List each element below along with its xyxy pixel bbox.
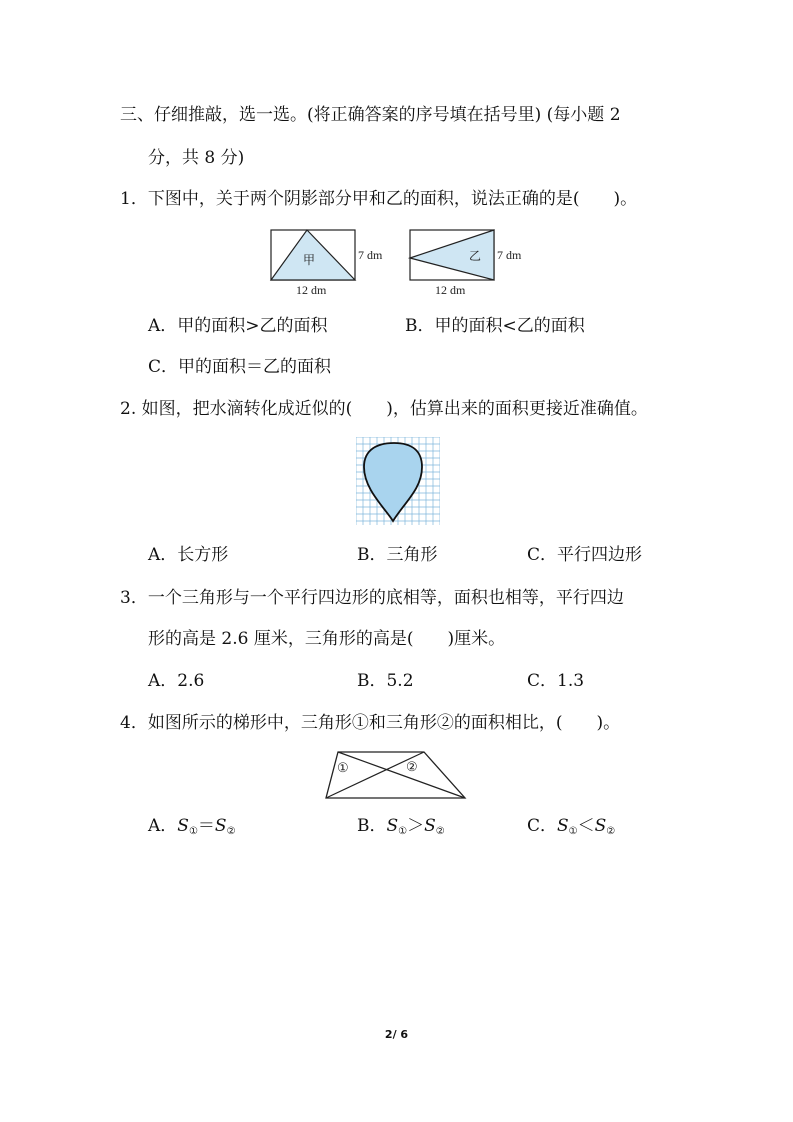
label-triangle-2: ②: [406, 759, 418, 774]
q3-option-b: B．5.2: [357, 671, 414, 691]
section-heading: 三、仔细推敲，选一选。(将正确答案的序号填在括号里) (每小题 2: [120, 105, 621, 125]
q3-option-c: C．1.3: [527, 671, 585, 691]
q2-option-a: A．长方形: [148, 545, 229, 565]
q1-stem: 1．下图中，关于两个阴影部分甲和乙的面积，说法正确的是( )。: [120, 189, 638, 209]
q3-stem-line2: 形的高是 2.6 厘米，三角形的高是( )厘米。: [148, 629, 506, 649]
q2-figure: [356, 437, 440, 527]
q1-option-b: B．甲的面积<乙的面积: [405, 316, 585, 336]
triangle-yi: [410, 230, 494, 280]
q1-option-a: A．甲的面积>乙的面积: [148, 316, 328, 336]
q4-option-c: C．$S_①<S_②$: [527, 816, 616, 837]
trapezoid: [326, 752, 465, 798]
section-heading-cont: 分，共 8 分): [148, 148, 245, 168]
q2-stem: 2. 如图，把水滴转化成近似的( )，估算出来的面积更接近准确值。: [120, 399, 648, 419]
label-width-left: 12 dm: [296, 283, 327, 297]
label-width-right: 12 dm: [435, 283, 466, 297]
q4-stem: 4．如图所示的梯形中，三角形①和三角形②的面积相比，( )。: [120, 713, 621, 733]
q3-option-a: A．2.6: [148, 671, 205, 691]
q1-option-c: C．甲的面积＝乙的面积: [148, 357, 332, 377]
q2-option-b: B．三角形: [357, 545, 438, 565]
label-triangle-1: ①: [337, 760, 349, 775]
label-height-right: 7 dm: [497, 248, 522, 262]
label-jia: 甲: [303, 253, 316, 267]
q4-option-b: B．$S_①>S_②$: [357, 816, 445, 837]
q3-stem-line1: 3．一个三角形与一个平行四边形的底相等，面积也相等，平行四边: [120, 588, 624, 608]
q4-option-a: A．$S_①=S_②$: [148, 816, 236, 837]
label-yi: 乙: [469, 249, 482, 263]
label-height-left: 7 dm: [358, 248, 383, 262]
page-number: 2/ 6: [384, 1028, 409, 1041]
q2-option-c: C．平行四边形: [527, 545, 643, 565]
q1-figure: [265, 228, 535, 300]
q4-figure: [320, 748, 470, 804]
